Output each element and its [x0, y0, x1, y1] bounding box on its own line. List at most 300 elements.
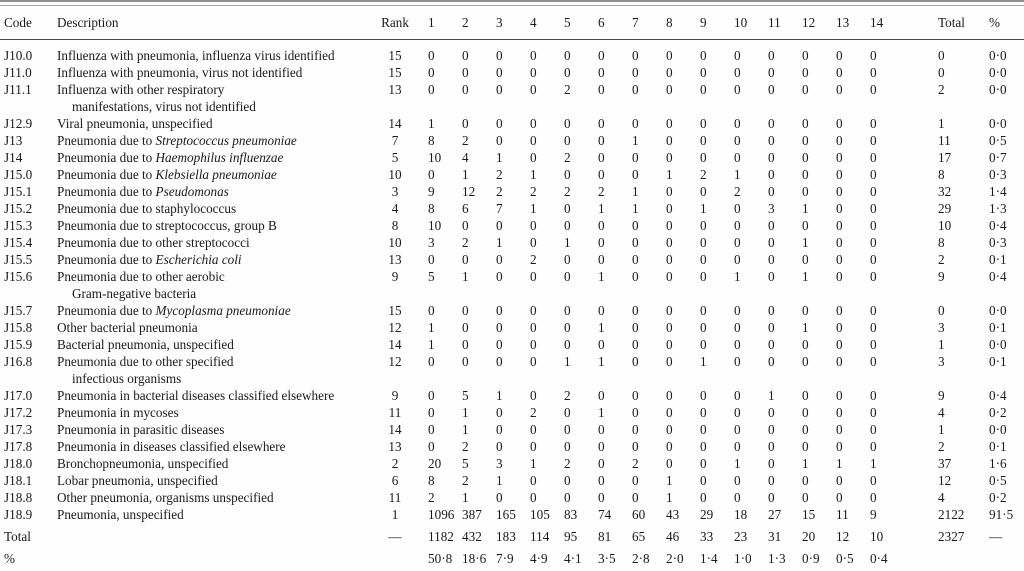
value-cell-col-6: 0	[598, 473, 605, 488]
value-cell-col-9: 33	[700, 529, 714, 544]
table-row	[0, 132, 1024, 149]
value-cell-col-5: 2	[564, 456, 571, 471]
value-cell-col-7: 2	[632, 456, 639, 471]
rank-cell: —	[388, 529, 402, 544]
value-cell-col-14: 0	[870, 337, 877, 352]
value-cell-col-2: 387	[462, 507, 482, 522]
value-cell-col-2: 1	[462, 167, 469, 182]
value-cell-col-6: 0	[598, 388, 605, 403]
value-cell-col-13: 0	[836, 218, 843, 233]
percent-cell: 0·0	[989, 65, 1007, 80]
value-cell-col-9: 0	[700, 82, 707, 97]
value-cell-col-6: 0	[598, 150, 605, 165]
value-cell-col-4: 1	[530, 167, 537, 182]
value-cell-col-4: 0	[530, 337, 537, 352]
value-cell-col-5: 2	[564, 82, 571, 97]
percent-cell: 1·3	[989, 201, 1007, 216]
value-cell-col-1: 1	[428, 337, 435, 352]
value-cell-col-3: 2	[496, 167, 503, 182]
value-cell-col-6: 0	[598, 167, 605, 182]
value-cell-col-8: 1	[666, 490, 673, 505]
value-cell-col-3: 0	[496, 133, 503, 148]
value-cell-col-3: 0	[496, 252, 503, 267]
value-cell-col-11: 0	[768, 456, 775, 471]
value-cell-col-12: 0	[802, 252, 809, 267]
value-cell-col-1: 0	[428, 439, 435, 454]
table-row	[0, 251, 1024, 268]
code-cell: J10.0	[4, 48, 33, 63]
rank-cell: 4	[391, 201, 399, 216]
value-cell-col-14: 0	[870, 150, 877, 165]
value-cell-col-3: 7	[496, 201, 503, 216]
value-cell-col-13: 0·5	[836, 551, 854, 566]
table-row	[0, 455, 1024, 472]
value-cell-col-4: 4·9	[530, 551, 548, 566]
value-cell-col-14: 0	[870, 167, 877, 182]
value-cell-col-4: 0	[530, 354, 537, 369]
percent-cell: 1·6	[989, 456, 1007, 471]
table-row	[0, 319, 1024, 336]
description-cell: Pneumonia due to Klebsiella pneumoniae	[57, 167, 277, 182]
value-cell-col-4: 0	[530, 150, 537, 165]
value-cell-col-4: 2	[530, 252, 537, 267]
value-cell-col-5: 0	[564, 201, 571, 216]
value-cell-col-12: 0	[802, 116, 809, 131]
value-cell-col-14: 0	[870, 184, 877, 199]
value-cell-col-12: 0	[802, 354, 809, 369]
value-cell-col-7: 0	[632, 337, 639, 352]
description-cell	[50, 523, 375, 545]
value-cell-col-6: 81	[598, 529, 612, 544]
value-cell-col-11: 0	[768, 405, 775, 420]
value-cell-col-7: 0	[632, 116, 639, 131]
value-cell-col-9: 1	[700, 354, 707, 369]
value-cell-col-7: 1	[632, 133, 639, 148]
percent-cell: 0·2	[989, 490, 1007, 505]
value-cell-col-5: 0	[564, 439, 571, 454]
value-cell-col-4: 0	[530, 303, 537, 318]
value-cell-col-8: 0	[666, 235, 673, 250]
column-header-percent: %	[989, 15, 1000, 30]
code-cell: J16.8	[4, 354, 33, 369]
code-cell: J11.1	[4, 82, 32, 97]
description-cell: Pneumonia in diseases classified elsewhere	[57, 439, 286, 454]
value-cell-col-3: 0	[496, 354, 503, 369]
value-cell-col-3: 1	[496, 235, 503, 250]
code-cell: J17.2	[4, 405, 33, 420]
value-cell-col-2: 0	[462, 320, 469, 335]
total-cell: 8	[938, 235, 945, 250]
value-cell-col-8: 0	[666, 422, 673, 437]
value-cell-col-11: 1	[768, 388, 775, 403]
species-name-italic: Streptococcus pneumoniae	[155, 133, 297, 148]
value-cell-col-9: 0	[700, 320, 707, 335]
value-cell-col-14: 1	[870, 456, 877, 471]
value-cell-col-6: 74	[598, 507, 612, 522]
value-cell-col-1: 20	[428, 456, 442, 471]
column-header-3: 3	[496, 15, 503, 30]
value-cell-col-7: 1	[632, 184, 639, 199]
value-cell-col-9: 0	[700, 65, 707, 80]
value-cell-col-12: 0	[802, 65, 809, 80]
value-cell-col-7: 65	[632, 529, 646, 544]
rank-cell: 1	[391, 507, 399, 522]
value-cell-col-12: 0	[802, 439, 809, 454]
value-cell-col-3: 0	[496, 439, 503, 454]
value-cell-col-11: 0	[768, 473, 775, 488]
total-cell: 2	[938, 82, 945, 97]
value-cell-col-2: 0	[462, 303, 469, 318]
value-cell-col-13: 1	[836, 456, 843, 471]
value-cell-col-8: 0	[666, 65, 673, 80]
value-cell-col-5: 0	[564, 133, 571, 148]
value-cell-col-2: 2	[462, 439, 469, 454]
value-cell-col-14: 0	[870, 490, 877, 505]
code-cell: J18.9	[4, 507, 33, 522]
column-header-5: 5	[564, 15, 571, 30]
value-cell-col-8: 0	[666, 218, 673, 233]
value-cell-col-3: 0	[496, 65, 503, 80]
table-row	[0, 489, 1024, 506]
value-cell-col-10: 0	[734, 65, 741, 80]
value-cell-col-6: 0	[598, 303, 605, 318]
value-cell-col-13: 12	[836, 529, 850, 544]
value-cell-col-11: 0	[768, 303, 775, 318]
table-row	[0, 353, 1024, 387]
column-header-11: 11	[768, 15, 781, 30]
value-cell-col-9: 1·4	[700, 551, 718, 566]
total-cell: 0	[938, 303, 945, 318]
description-cell: Pneumonia due to streptococcus, group B	[57, 218, 277, 233]
value-cell-col-1: 1182	[428, 529, 454, 544]
value-cell-col-13: 0	[836, 150, 843, 165]
table-row	[0, 268, 1024, 302]
description-cell: Pneumonia due to other streptococci	[57, 235, 250, 250]
value-cell-col-8: 2·0	[666, 551, 684, 566]
value-cell-col-4: 0	[530, 269, 537, 284]
value-cell-col-1: 10	[428, 218, 442, 233]
percent-cell: 91·5	[989, 507, 1014, 522]
value-cell-col-9: 0	[700, 439, 707, 454]
total-cell: 8	[938, 167, 945, 182]
column-header-4: 4	[530, 15, 537, 30]
value-cell-col-7: 0	[632, 252, 639, 267]
value-cell-col-5: 4·1	[564, 551, 582, 566]
value-cell-col-5: 2	[564, 184, 571, 199]
code-cell: J17.3	[4, 422, 33, 437]
value-cell-col-7: 0	[632, 473, 639, 488]
value-cell-col-11: 0	[768, 269, 775, 284]
percent-cell: 0·2	[989, 405, 1007, 420]
value-cell-col-6: 0	[598, 82, 605, 97]
value-cell-col-6: 0	[598, 252, 605, 267]
value-cell-col-7: 0	[632, 354, 639, 369]
value-cell-col-10: 0	[734, 354, 741, 369]
value-cell-col-5: 1	[564, 354, 571, 369]
value-cell-col-7: 0	[632, 167, 639, 182]
value-cell-col-1: 0	[428, 252, 435, 267]
description-wrap-line: manifestations, virus not identified	[72, 99, 256, 114]
description-cell: Bronchopneumonia, unspecified	[57, 456, 229, 471]
value-cell-col-4: 2	[530, 405, 537, 420]
table-row	[0, 387, 1024, 404]
value-cell-col-11: 0	[768, 150, 775, 165]
value-cell-col-6: 0	[598, 490, 605, 505]
value-cell-col-12: 1	[802, 456, 809, 471]
value-cell-col-3: 1	[496, 473, 503, 488]
value-cell-col-2: 5	[462, 388, 469, 403]
code-cell: J15.9	[4, 337, 33, 352]
percent-cell: 0·3	[989, 167, 1007, 182]
value-cell-col-9: 0	[700, 473, 707, 488]
code-cell: J17.8	[4, 439, 33, 454]
value-cell-col-14: 0	[870, 48, 877, 63]
value-cell-col-2: 4	[462, 150, 469, 165]
value-cell-col-10: 1	[734, 456, 741, 471]
value-cell-col-12: 0	[802, 218, 809, 233]
value-cell-col-1: 2	[428, 490, 435, 505]
value-cell-col-6: 0	[598, 422, 605, 437]
value-cell-col-14: 9	[870, 507, 877, 522]
description-cell: Viral pneumonia, unspecified	[57, 116, 213, 131]
value-cell-col-1: 8	[428, 201, 435, 216]
value-cell-col-5: 0	[564, 303, 571, 318]
value-cell-col-12: 0	[802, 388, 809, 403]
rank-cell: 11	[388, 490, 402, 505]
value-cell-col-11: 0	[768, 65, 775, 80]
total-cell: 12	[938, 473, 952, 488]
value-cell-col-5: 0	[564, 48, 571, 63]
value-cell-col-9: 0	[700, 133, 707, 148]
total-cell: 3	[938, 320, 945, 335]
value-cell-col-7: 0	[632, 82, 639, 97]
value-cell-col-9: 0	[700, 388, 707, 403]
value-cell-col-9: 0	[700, 337, 707, 352]
value-cell-col-9: 0	[700, 405, 707, 420]
value-cell-col-9: 0	[700, 150, 707, 165]
table-row	[0, 404, 1024, 421]
value-cell-col-5: 0	[564, 320, 571, 335]
code-cell: Total	[4, 529, 31, 544]
value-cell-col-14: 0·4	[870, 551, 888, 566]
rank-cell: 7	[391, 133, 399, 148]
value-cell-col-12: 1	[802, 269, 809, 284]
value-cell-col-4: 0	[530, 116, 537, 131]
value-cell-col-6: 0	[598, 235, 605, 250]
value-cell-col-5: 0	[564, 252, 571, 267]
value-cell-col-11: 31	[768, 529, 782, 544]
value-cell-col-14: 0	[870, 235, 877, 250]
value-cell-col-5: 83	[564, 507, 578, 522]
rank-cell: 13	[388, 82, 402, 97]
value-cell-col-5: 0	[564, 116, 571, 131]
value-cell-col-5: 0	[564, 490, 571, 505]
value-cell-col-2: 432	[462, 529, 482, 544]
value-cell-col-8: 0	[666, 320, 673, 335]
rank-cell: 15	[388, 48, 402, 63]
rank-cell: 15	[388, 65, 402, 80]
table-row	[0, 523, 1024, 545]
percent-cell: 0·1	[989, 354, 1007, 369]
value-cell-col-8: 43	[666, 507, 680, 522]
value-cell-col-7: 0	[632, 65, 639, 80]
value-cell-col-11: 0	[768, 218, 775, 233]
value-cell-col-13: 0	[836, 65, 843, 80]
value-cell-col-11: 0	[768, 184, 775, 199]
value-cell-col-12: 0	[802, 473, 809, 488]
value-cell-col-10: 0	[734, 218, 741, 233]
total-cell: 10	[938, 218, 952, 233]
value-cell-col-9: 0	[700, 422, 707, 437]
value-cell-col-11: 0	[768, 167, 775, 182]
value-cell-col-2: 2	[462, 473, 469, 488]
value-cell-col-11: 0	[768, 48, 775, 63]
total-cell: 29	[938, 201, 952, 216]
rank-cell: 6	[391, 473, 399, 488]
value-cell-col-13: 0	[836, 201, 843, 216]
value-cell-col-3: 183	[496, 529, 516, 544]
column-header-13: 13	[836, 15, 850, 30]
value-cell-col-10: 0	[734, 48, 741, 63]
value-cell-col-4: 0	[530, 48, 537, 63]
total-cell: 2122	[938, 507, 965, 522]
description-cell: Influenza with pneumonia, virus not identified	[57, 65, 303, 80]
value-cell-col-2: 1	[462, 422, 469, 437]
table-row	[0, 234, 1024, 251]
value-cell-col-13: 0	[836, 473, 843, 488]
value-cell-col-8: 1	[666, 167, 673, 182]
value-cell-col-9: 0	[700, 269, 707, 284]
value-cell-col-12: 0	[802, 150, 809, 165]
value-cell-col-10: 0	[734, 133, 741, 148]
value-cell-col-3: 2	[496, 184, 503, 199]
value-cell-col-14: 0	[870, 218, 877, 233]
total-cell: 17	[938, 150, 952, 165]
value-cell-col-6: 3·5	[598, 551, 616, 566]
value-cell-col-1: 0	[428, 405, 435, 420]
value-cell-col-6: 1	[598, 201, 605, 216]
total-cell: 37	[938, 456, 952, 471]
value-cell-col-7: 0	[632, 218, 639, 233]
value-cell-col-8: 0	[666, 456, 673, 471]
column-header-7: 7	[632, 15, 639, 30]
value-cell-col-8: 0	[666, 82, 673, 97]
value-cell-col-5: 0	[564, 422, 571, 437]
table-row	[0, 438, 1024, 455]
value-cell-col-5: 0	[564, 218, 571, 233]
value-cell-col-13: 0	[836, 422, 843, 437]
column-header-14: 14	[870, 15, 884, 30]
description-cell	[50, 545, 375, 570]
total-cell: 32	[938, 184, 952, 199]
table-row	[0, 81, 1024, 115]
pneumonia-icd-code-table	[0, 6, 1024, 570]
value-cell-col-8: 46	[666, 529, 680, 544]
rank-cell: 13	[388, 252, 402, 267]
percent-cell: 0·4	[989, 269, 1007, 284]
value-cell-col-12: 0	[802, 184, 809, 199]
value-cell-col-4: 1	[530, 201, 537, 216]
column-header-1: 1	[428, 15, 435, 30]
value-cell-col-6: 0	[598, 48, 605, 63]
percent-cell: 0·1	[989, 320, 1007, 335]
percent-cell: 0·0	[989, 422, 1007, 437]
value-cell-col-10: 1	[734, 167, 741, 182]
value-cell-col-13: 0	[836, 133, 843, 148]
percent-cell: 0·5	[989, 473, 1007, 488]
code-cell: J15.6	[4, 269, 33, 284]
value-cell-col-7: 0	[632, 269, 639, 284]
value-cell-col-5: 2	[564, 388, 571, 403]
code-cell: J13	[4, 133, 23, 148]
description-cell: Influenza with pneumonia, influenza virus identified	[57, 48, 335, 63]
total-cell: 1	[938, 422, 945, 437]
value-cell-col-4: 0	[530, 473, 537, 488]
code-cell: J18.8	[4, 490, 33, 505]
value-cell-col-9: 0	[700, 490, 707, 505]
value-cell-col-10: 0	[734, 337, 741, 352]
total-cell: 9	[938, 388, 945, 403]
value-cell-col-13: 0	[836, 320, 843, 335]
value-cell-col-8: 0	[666, 303, 673, 318]
description-cell: Pneumonia due to other aerobic Gram-negative bacteria	[50, 268, 375, 302]
percent-cell: —	[989, 529, 1003, 544]
value-cell-col-10: 0	[734, 235, 741, 250]
value-cell-col-8: 0	[666, 201, 673, 216]
value-cell-col-13: 0	[836, 235, 843, 250]
total-cell: 2	[938, 439, 945, 454]
value-cell-col-10: 0	[734, 150, 741, 165]
table-row	[0, 506, 1024, 523]
value-cell-col-10: 0	[734, 252, 741, 267]
description-cell: Other pneumonia, organisms unspecified	[57, 490, 274, 505]
value-cell-col-11: 0	[768, 337, 775, 352]
percent-cell: 0·7	[989, 150, 1007, 165]
value-cell-col-8: 0	[666, 252, 673, 267]
value-cell-col-11: 27	[768, 507, 782, 522]
value-cell-col-2: 1	[462, 490, 469, 505]
value-cell-col-8: 0	[666, 133, 673, 148]
value-cell-col-14: 0	[870, 303, 877, 318]
value-cell-col-7: 0	[632, 150, 639, 165]
value-cell-col-5: 0	[564, 269, 571, 284]
description-cell: Pneumonia in parasitic diseases	[57, 422, 225, 437]
value-cell-col-14: 10	[870, 529, 884, 544]
column-header-8: 8	[666, 15, 673, 30]
value-cell-col-9: 29	[700, 507, 714, 522]
value-cell-col-13: 0	[836, 388, 843, 403]
value-cell-col-4: 2	[530, 184, 537, 199]
value-cell-col-12: 0	[802, 167, 809, 182]
total-cell: 4	[938, 490, 945, 505]
value-cell-col-13: 0	[836, 82, 843, 97]
value-cell-col-13: 0	[836, 252, 843, 267]
code-cell: J15.2	[4, 201, 33, 216]
code-cell: %	[4, 551, 15, 566]
value-cell-col-11: 0	[768, 235, 775, 250]
value-cell-col-7: 1	[632, 201, 639, 216]
value-cell-col-7: 0	[632, 235, 639, 250]
value-cell-col-10: 0	[734, 201, 741, 216]
value-cell-col-2: 0	[462, 116, 469, 131]
code-cell: J12.9	[4, 116, 33, 131]
value-cell-col-12: 0	[802, 133, 809, 148]
value-cell-col-11: 0	[768, 354, 775, 369]
code-cell: J15.7	[4, 303, 33, 318]
description-cell: Pneumonia in bacterial diseases classified elsewhere	[57, 388, 335, 403]
header-row	[0, 6, 1024, 40]
description-cell: Pneumonia in mycoses	[57, 405, 179, 420]
